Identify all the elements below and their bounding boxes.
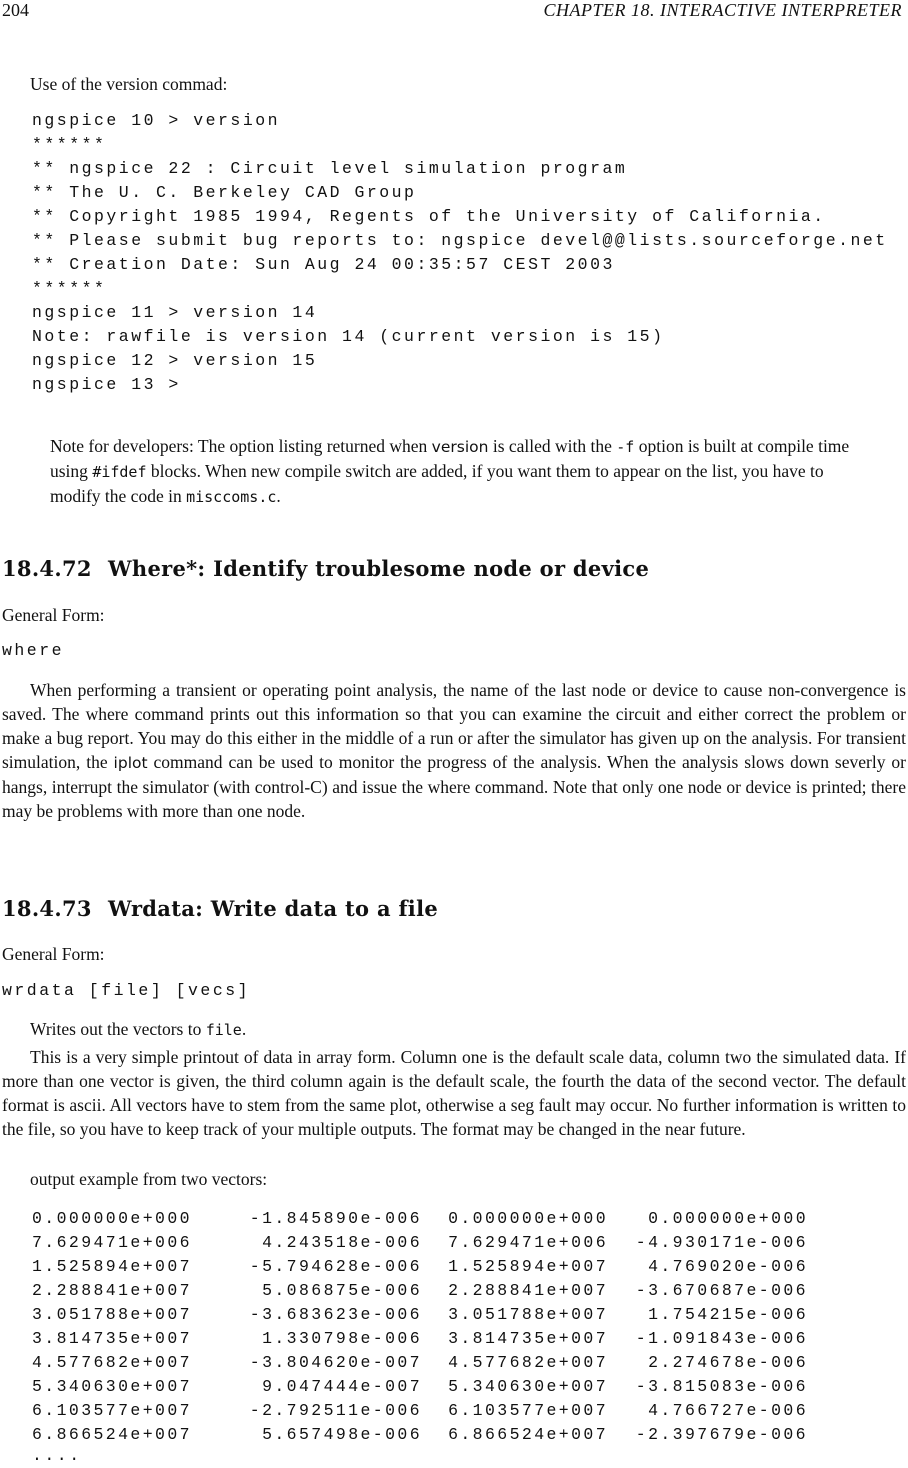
code-line: ** The U. C. Berkeley CAD Group bbox=[32, 183, 417, 202]
version-code-block bbox=[32, 109, 888, 397]
general-form-label: General Form: bbox=[2, 605, 105, 625]
table-cell: 4.243518e-006 bbox=[262, 1232, 422, 1252]
table-cell: 9.047444e-007 bbox=[262, 1376, 422, 1396]
writes-text-2: . bbox=[241, 1019, 247, 1039]
table-cell: -5.794628e-006 bbox=[249, 1256, 422, 1276]
f-option: -f bbox=[616, 438, 635, 456]
table-cell: 2.288841e+007 bbox=[448, 1280, 608, 1300]
table-cell: 1.330798e-006 bbox=[262, 1328, 422, 1348]
example-label: output example from two vectors: bbox=[30, 1169, 268, 1189]
ifdef-keyword: #ifdef bbox=[92, 463, 147, 481]
table-cell: -2.397679e-006 bbox=[635, 1424, 808, 1444]
table-cell: 2.288841e+007 bbox=[32, 1280, 192, 1300]
code-line: ngspice 12 > version 15 bbox=[32, 351, 318, 370]
table-cell: 1.525894e+007 bbox=[32, 1256, 192, 1276]
version-command: version bbox=[431, 438, 489, 456]
output-example-table bbox=[32, 1206, 808, 1446]
code-line: ngspice 10 > version bbox=[32, 111, 281, 130]
table-row bbox=[32, 1326, 808, 1350]
table-cell: -3.804620e-007 bbox=[249, 1352, 422, 1372]
note-text-5: . bbox=[276, 486, 281, 506]
writes-text-1: Writes out the vectors to bbox=[30, 1019, 206, 1039]
note-text-1: Note for developers: The option listing returned when bbox=[50, 436, 432, 456]
code-line: ** Copyright 1985 1994, Regents of the University of California. bbox=[32, 207, 826, 226]
developer-note bbox=[50, 434, 858, 509]
code-line: Note: rawfile is version 14 (current version is 15) bbox=[32, 327, 665, 346]
chapter-title: CHAPTER 18. INTERACTIVE INTERPRETER bbox=[543, 0, 902, 20]
code-line: ****** bbox=[32, 279, 107, 298]
section-heading-where bbox=[2, 556, 649, 581]
iplot-command: iplot bbox=[113, 754, 148, 772]
writes-out-line bbox=[30, 1019, 246, 1040]
ellipsis: .... bbox=[32, 1446, 82, 1465]
where-description bbox=[2, 678, 906, 823]
table-cell: 5.340630e+007 bbox=[448, 1376, 608, 1396]
where-text-1: When performing a transient or operating point analysis, the name of the last node or device to cause non-convergence is saved. The where command prints out this information so that you can examine the circuit and either correct the problem or make a bug report. You may do this either in the middle of a run or after the simulator has given up on the analysis. For transient simulation, the bbox=[2, 680, 906, 772]
table-cell: -3.815083e-006 bbox=[635, 1376, 808, 1396]
table-cell: 6.103577e+007 bbox=[32, 1400, 192, 1420]
table-cell: 4.769020e-006 bbox=[648, 1256, 808, 1276]
code-line: ** ngspice 22 : Circuit level simulation program bbox=[32, 159, 628, 178]
table-cell: 6.103577e+007 bbox=[448, 1400, 608, 1420]
table-cell: -1.845890e-006 bbox=[249, 1208, 422, 1228]
table-row bbox=[32, 1230, 808, 1254]
section-number: 18.4.73 bbox=[2, 896, 92, 921]
table-cell: 4.766727e-006 bbox=[648, 1400, 808, 1420]
table-cell: 1.754215e-006 bbox=[648, 1304, 808, 1324]
table-cell: 0.000000e+000 bbox=[448, 1208, 608, 1228]
table-row bbox=[32, 1302, 808, 1326]
table-row bbox=[32, 1350, 808, 1374]
table-cell: 3.814735e+007 bbox=[32, 1328, 192, 1348]
table-cell: 6.866524e+007 bbox=[448, 1424, 608, 1444]
table-cell: 1.525894e+007 bbox=[448, 1256, 608, 1276]
general-form-label: General Form: bbox=[2, 944, 105, 964]
table-cell: 0.000000e+000 bbox=[32, 1208, 192, 1228]
table-cell: 3.814735e+007 bbox=[448, 1328, 608, 1348]
wrdata-description: This is a very simple printout of data in array form. Column one is the default scale data, column two the simulated data. If more than one vector is given, the third column again is the default scale, the fourth the data of the second vector. The default format is ascii. All vectors have to stem from the same plot, otherwise a seg fault may occur. No further information is written to the file, so you have to keep track of your multiple outputs. The format may be changed in the near future. bbox=[2, 1047, 906, 1139]
table-cell: 5.657498e-006 bbox=[262, 1424, 422, 1444]
note-text-2: is called with the bbox=[488, 436, 617, 456]
table-row bbox=[32, 1254, 808, 1278]
table-cell: -1.091843e-006 bbox=[635, 1328, 808, 1348]
section-heading-wrdata bbox=[2, 896, 438, 921]
table-cell: 0.000000e+000 bbox=[648, 1208, 808, 1228]
where-syntax: where bbox=[2, 641, 65, 660]
code-line: ngspice 13 > bbox=[32, 375, 181, 394]
source-file-name: misccoms.c bbox=[186, 488, 277, 506]
code-line: ** Please submit bug reports to: ngspice devel@@lists.sourceforge.net bbox=[32, 231, 888, 250]
version-intro: Use of the version commad: bbox=[30, 74, 228, 94]
page-number: 204 bbox=[2, 0, 29, 20]
table-row bbox=[32, 1206, 808, 1230]
table-cell: 7.629471e+006 bbox=[448, 1232, 608, 1252]
table-cell: -3.683623e-006 bbox=[249, 1304, 422, 1324]
table-cell: -3.670687e-006 bbox=[635, 1280, 808, 1300]
note-text-4: blocks. When new compile switch are added, if you want them to appear on the list, you have to modify the code in bbox=[50, 461, 824, 506]
code-line: ** Creation Date: Sun Aug 24 00:35:57 CEST 2003 bbox=[32, 255, 615, 274]
table-row bbox=[32, 1278, 808, 1302]
table-cell: 5.086875e-006 bbox=[262, 1280, 422, 1300]
table-cell: 4.577682e+007 bbox=[32, 1352, 192, 1372]
table-row bbox=[32, 1398, 808, 1422]
table-cell: 2.274678e-006 bbox=[648, 1352, 808, 1372]
table-row bbox=[32, 1422, 808, 1446]
section-title: Where*: Identify troublesome node or device bbox=[108, 556, 650, 581]
table-cell: 6.866524e+007 bbox=[32, 1424, 192, 1444]
section-title: Wrdata: Write data to a file bbox=[108, 896, 439, 921]
code-line: ngspice 11 > version 14 bbox=[32, 303, 318, 322]
wrdata-syntax: wrdata [file] [vecs] bbox=[2, 981, 251, 1000]
section-number: 18.4.72 bbox=[2, 556, 92, 581]
table-cell: -2.792511e-006 bbox=[249, 1400, 422, 1420]
table-row bbox=[32, 1374, 808, 1398]
table-cell: 3.051788e+007 bbox=[448, 1304, 608, 1324]
table-cell: 5.340630e+007 bbox=[32, 1376, 192, 1396]
table-cell: 4.577682e+007 bbox=[448, 1352, 608, 1372]
table-cell: 7.629471e+006 bbox=[32, 1232, 192, 1252]
code-line: ****** bbox=[32, 135, 107, 154]
file-argument: file bbox=[205, 1021, 242, 1039]
table-cell: 3.051788e+007 bbox=[32, 1304, 192, 1324]
where-text-2: command can be used to monitor the progress of the analysis. When the analysis slows down severly or hangs, interrupt the simulator (with control-C) and issue the where command. Note that only one node or device is printed; there may be problems with more than one node. bbox=[2, 752, 906, 821]
table-cell: -4.930171e-006 bbox=[635, 1232, 808, 1252]
note-text-3: option is built at compile time using bbox=[50, 436, 850, 481]
